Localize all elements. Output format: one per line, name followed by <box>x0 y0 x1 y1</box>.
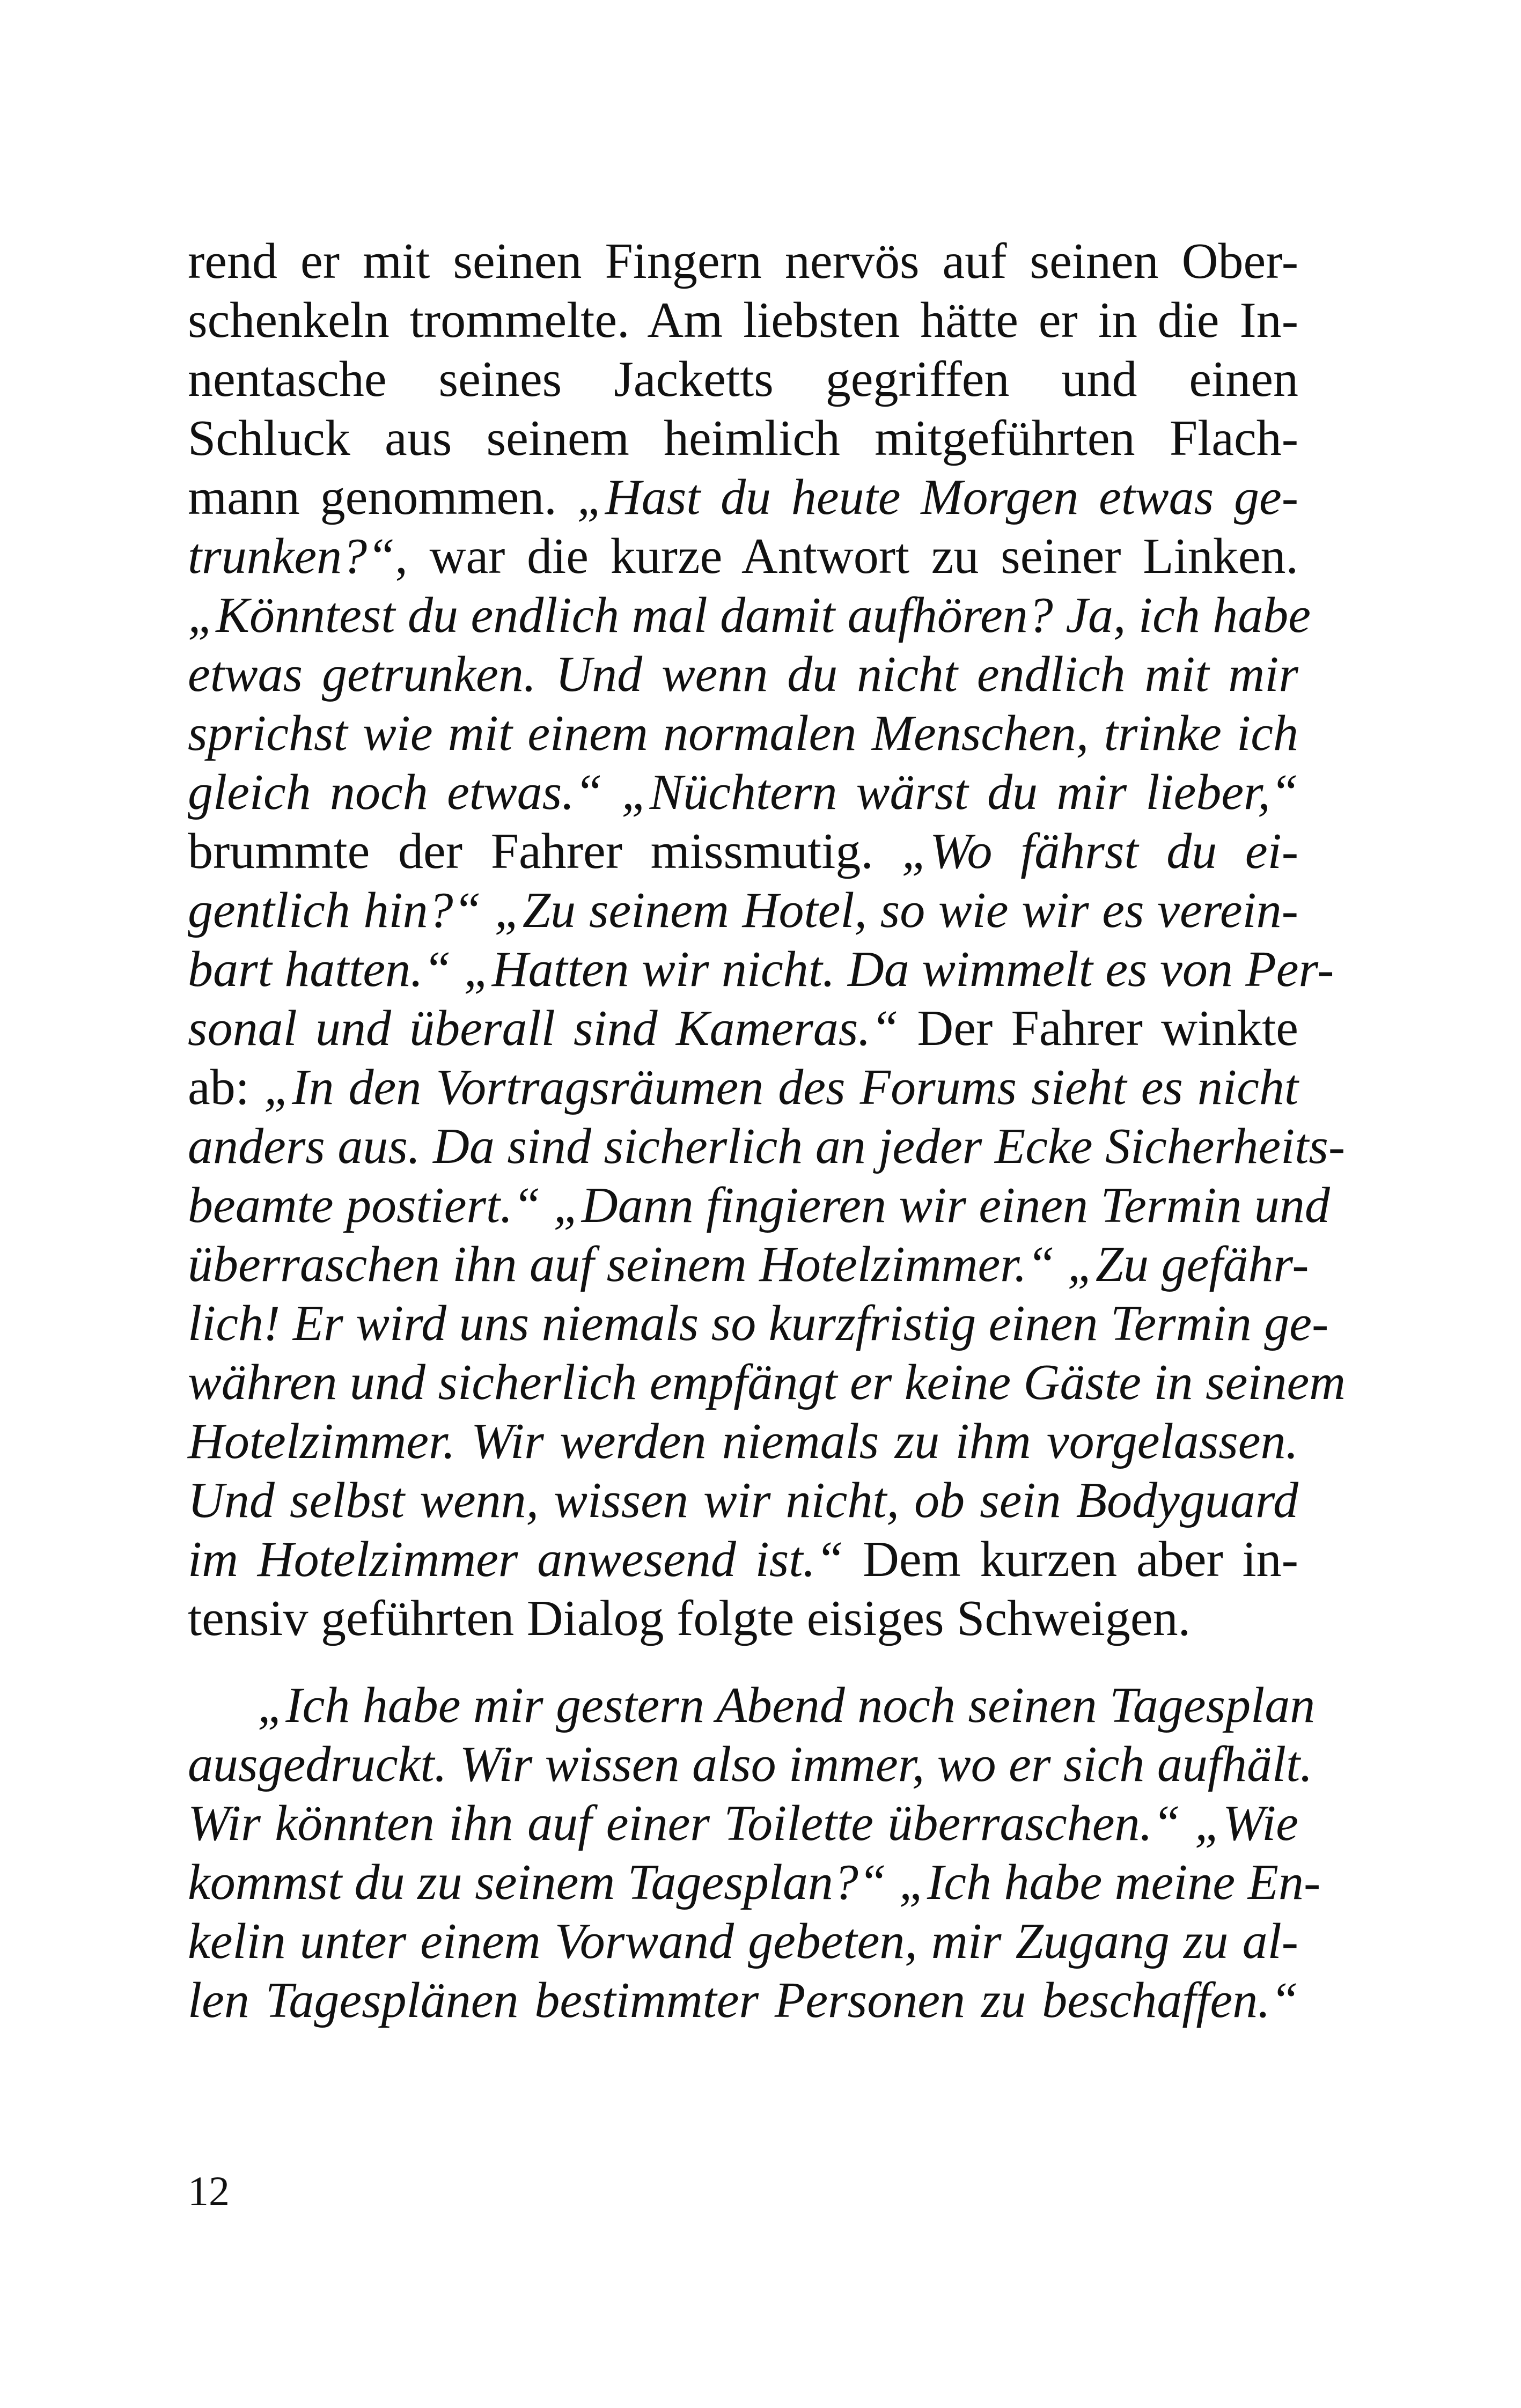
text-line <box>188 1471 1298 1530</box>
roman-text: ab: <box>188 1059 264 1115</box>
text-line <box>188 1853 1321 1912</box>
italic-text: lich! Er wird uns niemals so kurzfristig einen Termin ge- <box>188 1295 1329 1351</box>
text-line <box>188 586 1311 645</box>
body-text <box>188 232 1346 2030</box>
text-line <box>188 232 1298 291</box>
italic-text: „Könntest du endlich mal damit aufhören? Ja, ich habe <box>188 587 1311 643</box>
italic-text: kommst du zu seinem Tagesplan?“ „Ich habe meine En- <box>188 1854 1321 1910</box>
text-line <box>188 1530 1298 1589</box>
roman-text: rend er mit seinen Fingern nervös auf seinen Ober- <box>188 233 1298 289</box>
text-line <box>188 468 1298 527</box>
roman-text: schenkeln trommelte. Am liebsten hätte er in die In- <box>188 292 1298 348</box>
roman-text: nentasche seines Jacketts gegriffen und einen <box>188 351 1298 407</box>
roman-text: , war die kurze Antwort zu seiner Linken. <box>395 528 1298 584</box>
text-line <box>188 1971 1298 2030</box>
roman-text: Der Fahrer winkte <box>899 1000 1298 1056</box>
italic-text: währen und sicherlich empfängt er keine Gäste in seinem <box>188 1354 1346 1410</box>
roman-text: tensiv geführten Dialog folgte eisiges Schweigen. <box>188 1590 1191 1646</box>
text-line <box>188 940 1334 999</box>
roman-text: Schluck aus seinem heimlich mitgeführten Flach- <box>188 410 1298 466</box>
text-line <box>188 1676 1316 1735</box>
text-line <box>188 1912 1298 1971</box>
italic-text: überraschen ihn auf seinem Hotelzimmer.“ „Zu gefähr- <box>188 1236 1309 1292</box>
paragraph <box>188 232 1346 1648</box>
text-line <box>188 409 1298 468</box>
italic-text: etwas getrunken. Und wenn du nicht endlich mit mir <box>188 646 1298 702</box>
text-line <box>188 527 1298 586</box>
italic-text: sonal und überall sind Kameras.“ <box>188 1000 899 1056</box>
italic-text: im Hotelzimmer anwesend ist.“ <box>188 1531 844 1587</box>
italic-text: sprichst wie mit einem normalen Menschen, trinke ich <box>188 705 1298 761</box>
italic-text: bart hatten.“ „Hatten wir nicht. Da wimmelt es von Per- <box>188 941 1334 997</box>
text-line <box>188 1353 1346 1412</box>
text-line <box>188 350 1298 409</box>
text-line <box>188 704 1298 763</box>
text-line <box>188 1794 1298 1853</box>
text-line <box>188 822 1298 881</box>
text-line <box>188 1589 1298 1648</box>
italic-text: „Wo fährst du ei- <box>901 823 1298 879</box>
text-line <box>188 999 1298 1058</box>
text-line <box>188 1235 1309 1294</box>
text-line <box>188 1412 1298 1471</box>
italic-text: gleich noch etwas.“ „Nüchtern wärst du mir lieber,“ <box>188 764 1298 820</box>
italic-text: kelin unter einem Vorwand gebeten, mir Zugang zu al- <box>188 1913 1298 1969</box>
text-line <box>188 1735 1313 1794</box>
page-number: 12 <box>188 2168 230 2214</box>
italic-text: len Tagesplänen bestimmter Personen zu beschaffen.“ <box>188 1972 1298 2028</box>
text-line <box>188 763 1298 822</box>
text-line <box>188 291 1298 350</box>
italic-text: ausgedruckt. Wir wissen also immer, wo er sich aufhält. <box>188 1736 1313 1792</box>
italic-text: „In den Vortragsräumen des Forums sieht es nicht <box>263 1059 1298 1115</box>
italic-text: trunken?“ <box>188 528 395 584</box>
italic-text: „Hast du heute Morgen etwas ge- <box>577 469 1298 525</box>
italic-text: „Ich habe mir gestern Abend noch seinen Tagesplan <box>258 1677 1316 1733</box>
italic-text: gentlich hin?“ „Zu seinem Hotel, so wie wir es verein- <box>188 882 1298 938</box>
roman-text: Dem kurzen aber in- <box>843 1531 1298 1587</box>
text-line <box>188 1117 1346 1176</box>
roman-text: mann genommen. <box>188 469 577 525</box>
text-line <box>188 1058 1298 1117</box>
text-line <box>188 881 1298 940</box>
paragraph <box>188 1676 1321 2030</box>
text-line <box>188 645 1298 704</box>
text-line <box>188 1176 1330 1235</box>
italic-text: Und selbst wenn, wissen wir nicht, ob sein Bodyguard <box>188 1472 1298 1528</box>
roman-text: brummte der Fahrer missmutig. <box>188 823 902 879</box>
italic-text: Hotelzimmer. Wir werden niemals zu ihm vorgelassen. <box>188 1413 1298 1469</box>
italic-text: anders aus. Da sind sicherlich an jeder Ecke Sicherheits- <box>188 1118 1346 1174</box>
italic-text: Wir könnten ihn auf einer Toilette überraschen.“ „Wie <box>188 1795 1298 1851</box>
text-line <box>188 1294 1329 1353</box>
italic-text: beamte postiert.“ „Dann fingieren wir einen Termin und <box>188 1177 1330 1233</box>
